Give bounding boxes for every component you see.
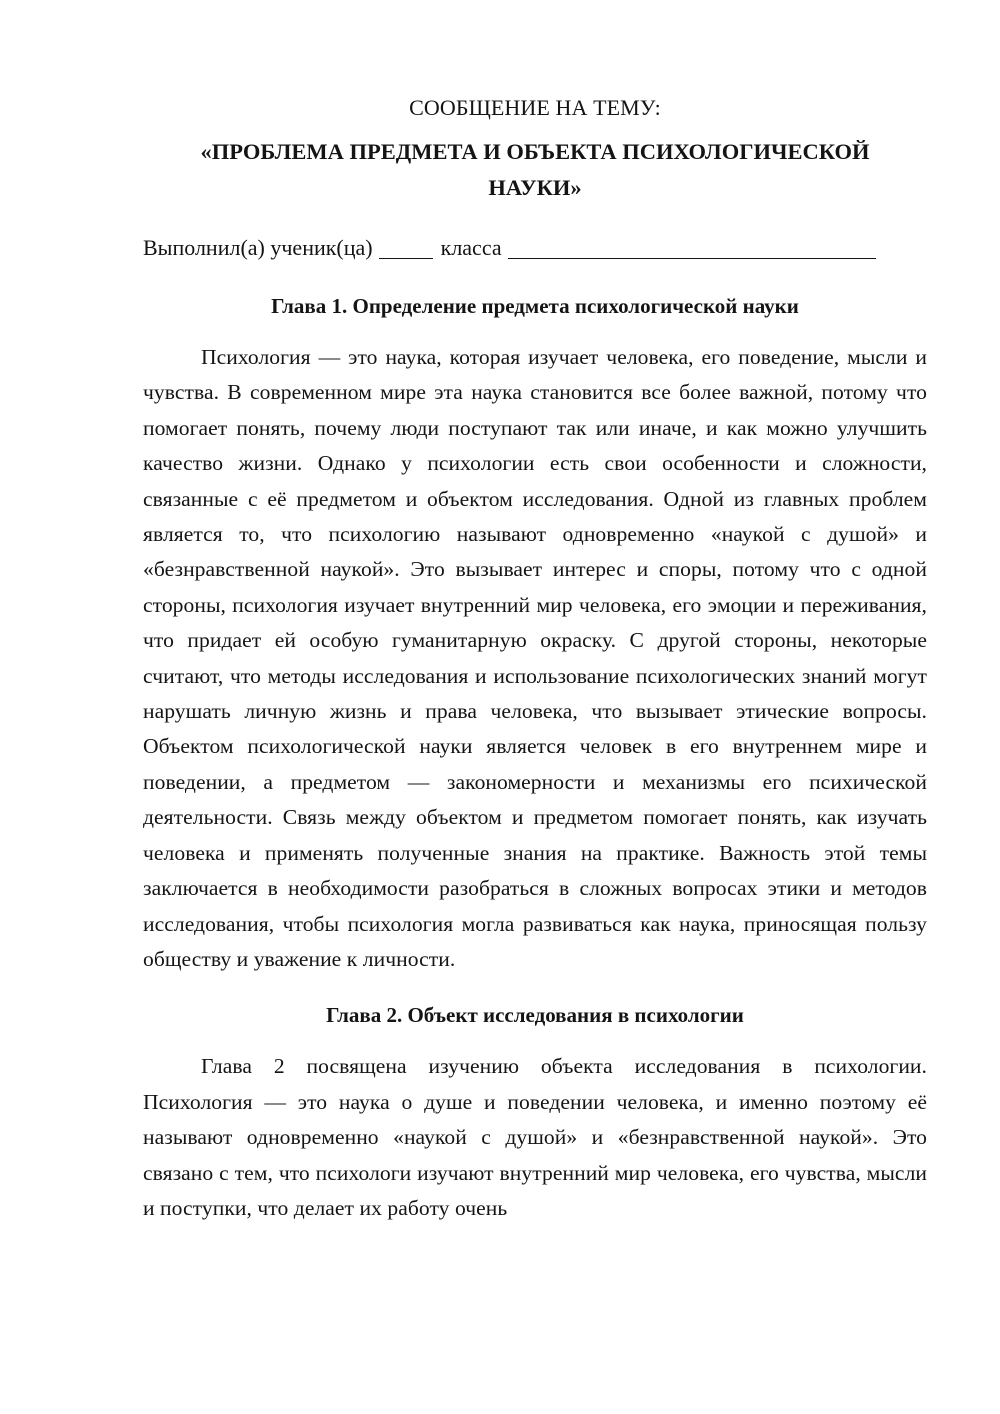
- chapter-1-paragraph: Психология — это наука, которая изучает человека, его поведение, мысли и чувства. В современном мире эта наука становится все более важной, потому что помогает понять, почему люди поступают так или иначе, и как можно улучшить качество жизни. Однако у психологии есть свои особенности и сложности, связанные с её предметом и объектом исследования. Одной из главных проблем является то, что психологию называют одновременно «наукой с душой» и «безнравственной наукой». Это вызывает интерес и споры, потому что с одной стороны, психология изучает внутренний мир человека, его эмоции и переживания, что придает ей особую гуманитарную окраску. С другой стороны, некоторые считают, что методы исследования и использование психологических знаний могут нарушать личную жизнь и права человека, что вызывает этические вопросы. Объектом психологической науки является человек в его внутреннем мире и поведении, а предметом — закономерности и механизмы его психической деятельности. Связь между объектом и предметом помогает понять, как изучать человека и применять полученные знания на практике. Важность этой темы заключается в необходимости разобраться в сложных вопросах этики и методов исследования, чтобы психология могла развиваться как наука, приносящая пользу обществу и уважение к личности.: [143, 345, 927, 971]
- chapter-2-paragraph: Глава 2 посвящена изучению объекта исследования в психологии. Психология — это наука о душе и поведении человека, и именно поэтому её называют одновременно «наукой с душой» и «безнравственной наукой». Это связано с тем, что психологи изучают внутренний мир человека, его чувства, мысли и поступки, что делает их работу очень: [143, 1054, 927, 1220]
- chapter-2-heading: Глава 2. Объект исследования в психологии: [326, 1003, 744, 1028]
- class-number-blank: [379, 234, 433, 259]
- document-page: [143, 92, 927, 1226]
- author-middle: класса: [440, 235, 502, 260]
- student-name-blank: [508, 234, 876, 259]
- document-header: СООБЩЕНИЕ НА ТЕМУ:: [409, 95, 661, 120]
- document-title: «ПРОБЛЕМА ПРЕДМЕТА И ОБЪЕКТА ПСИХОЛОГИЧЕСКОЙ НАУКИ»: [200, 139, 870, 200]
- chapter-1-heading: Глава 1. Определение предмета психологической науки: [271, 294, 799, 318]
- author-prefix: Выполнил(а) ученик(ца): [143, 235, 373, 260]
- author-line: [143, 232, 927, 264]
